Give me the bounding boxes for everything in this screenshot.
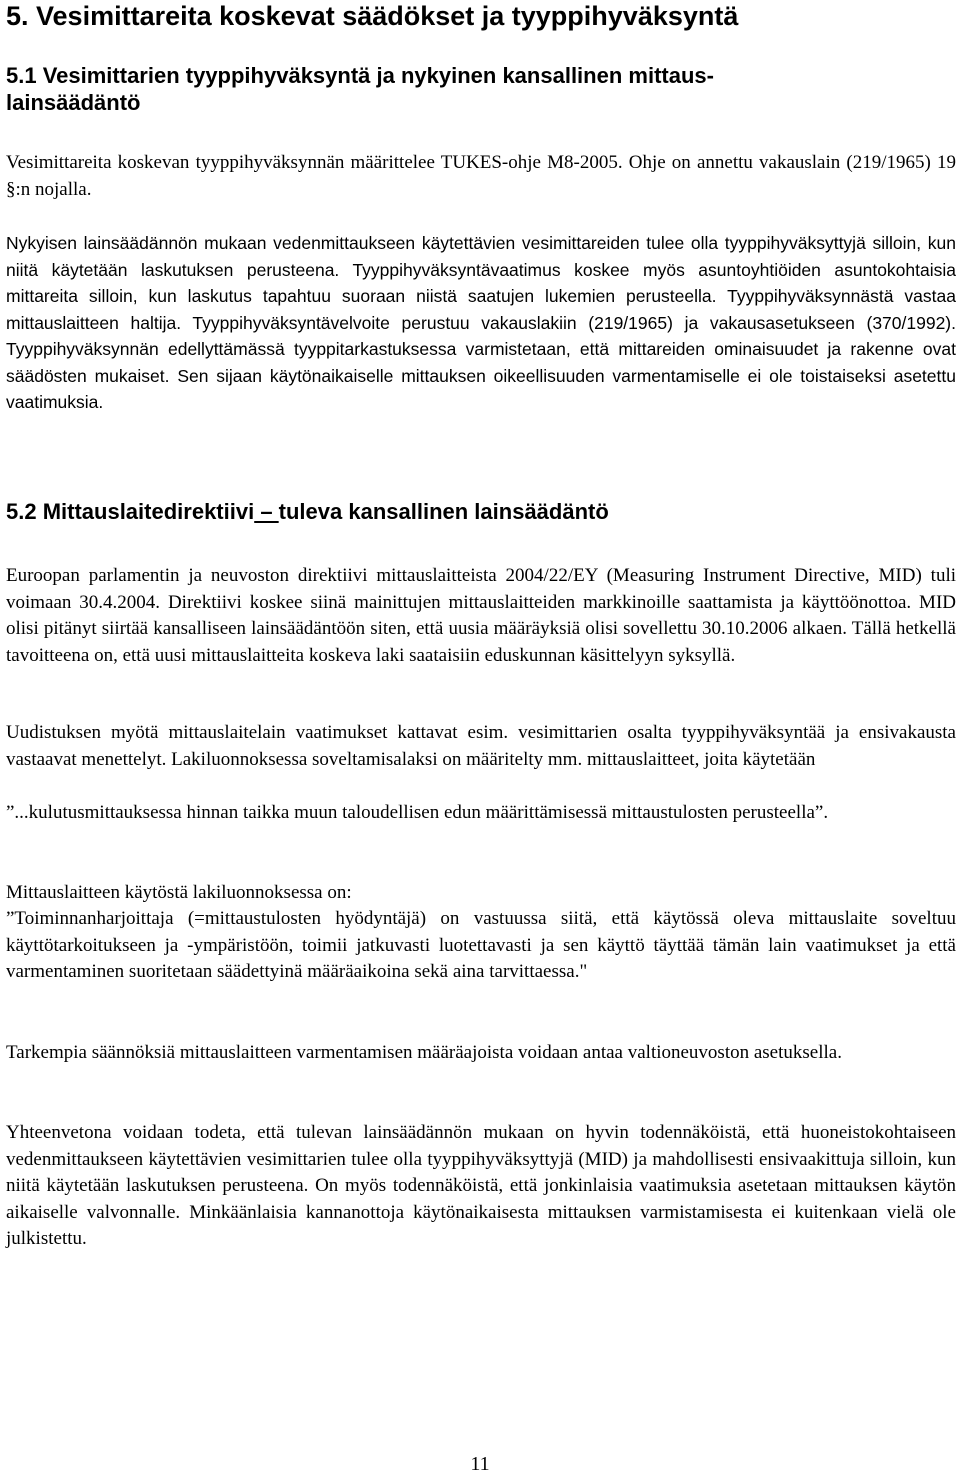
paragraph-reform-scope: Uudistuksen myötä mittauslaitelain vaatimukset kattavat esim. vesimittarien osalta tyyppihyväksyntää ja ensivakausta vastaavat menettelyt. Lakiluonnoksessa soveltamisalaksi on määritelty mm. mittauslaitteet, joita käytetään bbox=[6, 722, 956, 770]
paragraph-summary: Yhteenvetona voidaan todeta, että tulevan lainsäädännön mukaan on hyvin todennäköistä, että huoneistokohtaiseen vedenmittaukseen käytettävien vesimittarien tulee olla tyyppihyväksyttyjä (MID) ja mahdollisesti ensivaakittuja silloin, kun niitä käytetään laskutuksen perusteena. On myös todennäköistä, että jonkinlaisia vaatimuksia asetetaan mittauksen käytön aikaiselle valvonnalle. Minkäänlaisia kannanottoja käytönaikaisesta mittauksen varmistamisesta ei kuitenkaan vielä ole julkistettu. bbox=[6, 1122, 956, 1249]
paragraph-usage-quote: ”Toiminnanharjoittaja (=mittaustulosten hyödyntäjä) on vastuussa siitä, että käytössä oleva mittauslaite soveltuu käyttötarkoitukseen ja -ympäristöön, toimii jatkuvasti luotettavasti ja sen käyttö täyttää tämän lain vaatimukset ja että varmentaminen suoritetaan säädettyinä määräaikoina sekä aina tarvittaessa." bbox=[6, 908, 956, 982]
paragraph-decree: Tarkempia säännöksiä mittauslaitteen varmentamisen määräajoista voidaan antaa valtioneuvoston asetuksella. bbox=[6, 1042, 842, 1063]
paragraph-tukes: Vesimittareita koskevan tyyppihyväksynnän määrittelee TUKES-ohje M8-2005. Ohje on annettu vakauslain (219/1965) 19 §:n nojalla. bbox=[6, 152, 956, 200]
section-heading-5-1-text: 5.1 Vesimittarien tyyppihyväksyntä ja nykyinen kansallinen mittaus-lainsäädäntö bbox=[6, 63, 714, 115]
section-heading-5-2-dash: – bbox=[254, 499, 279, 524]
page-number: 11 bbox=[470, 1453, 490, 1475]
chapter-heading: 5. Vesimittareita koskevat säädökset ja tyyppihyväksyntä bbox=[6, 1, 739, 31]
section-heading-5-2-suffix: tuleva kansallinen lainsäädäntö bbox=[278, 499, 609, 524]
section-heading-5-2-prefix: 5.2 Mittauslaitedirektiivi bbox=[6, 499, 255, 524]
section-heading-5-1 bbox=[6, 62, 836, 116]
paragraph-mid-directive: Euroopan parlamentin ja neuvoston direktiivi mittauslaitteista 2004/22/EY (Measuring Instrument Directive, MID) tuli voimaan 30.4.2004. Direktiivi koskee siinä mainittujen mittauslaitteiden markkinoille saattamista ja käyttöönottoa. MID olisi pitänyt siirtää kansalliseen lainsäädäntöön siten, että uusia määräyksiä olisi sovellettu 30.10.2006 alkaen. Tällä hetkellä tavoitteena on, että uusi mittauslaitteita koskeva laki saataisiin eduskunnan käsittelyyn syksyllä. bbox=[6, 565, 956, 666]
paragraph-usage-intro: Mittauslaitteen käytöstä lakiluonnoksessa on: bbox=[6, 882, 352, 903]
paragraph-current-legislation: Nykyisen lainsäädännön mukaan vedenmittaukseen käytettävien vesimittareiden tulee olla tyyppihyväksyttyjä silloin, kun niitä käytetään laskutuksen perusteena. Tyyppihyväksyntävaatimus koskee myös asuntoyhtiöiden asuntokohtaisia mittareita silloin, kun laskutus tapahtuu suoraan niistä saatujen lukemien perusteella. Tyyppihyväksynnästä vastaa mittauslaitteen haltija. Tyyppihyväksyntävelvoite perustuu vakauslakiin (219/1965) ja vakausasetukseen (370/1992). Tyyppihyväksynnän edellyttämässä tyyppitarkastuksessa varmistetaan, että mittareiden ominaisuudet ja rakenne ovat säädösten mukaiset. Sen sijaan käytönaikaiselle mittauksen oikeellisuuden varmentamiselle ei ole toistaiseksi asetettu vaatimuksia. bbox=[6, 233, 956, 412]
paragraph-reform-quote: ”...kulutusmittauksessa hinnan taikka muun taloudellisen edun määrittämisessä mittaustulosten perusteella”. bbox=[6, 802, 829, 823]
section-heading-5-2 bbox=[6, 498, 609, 525]
